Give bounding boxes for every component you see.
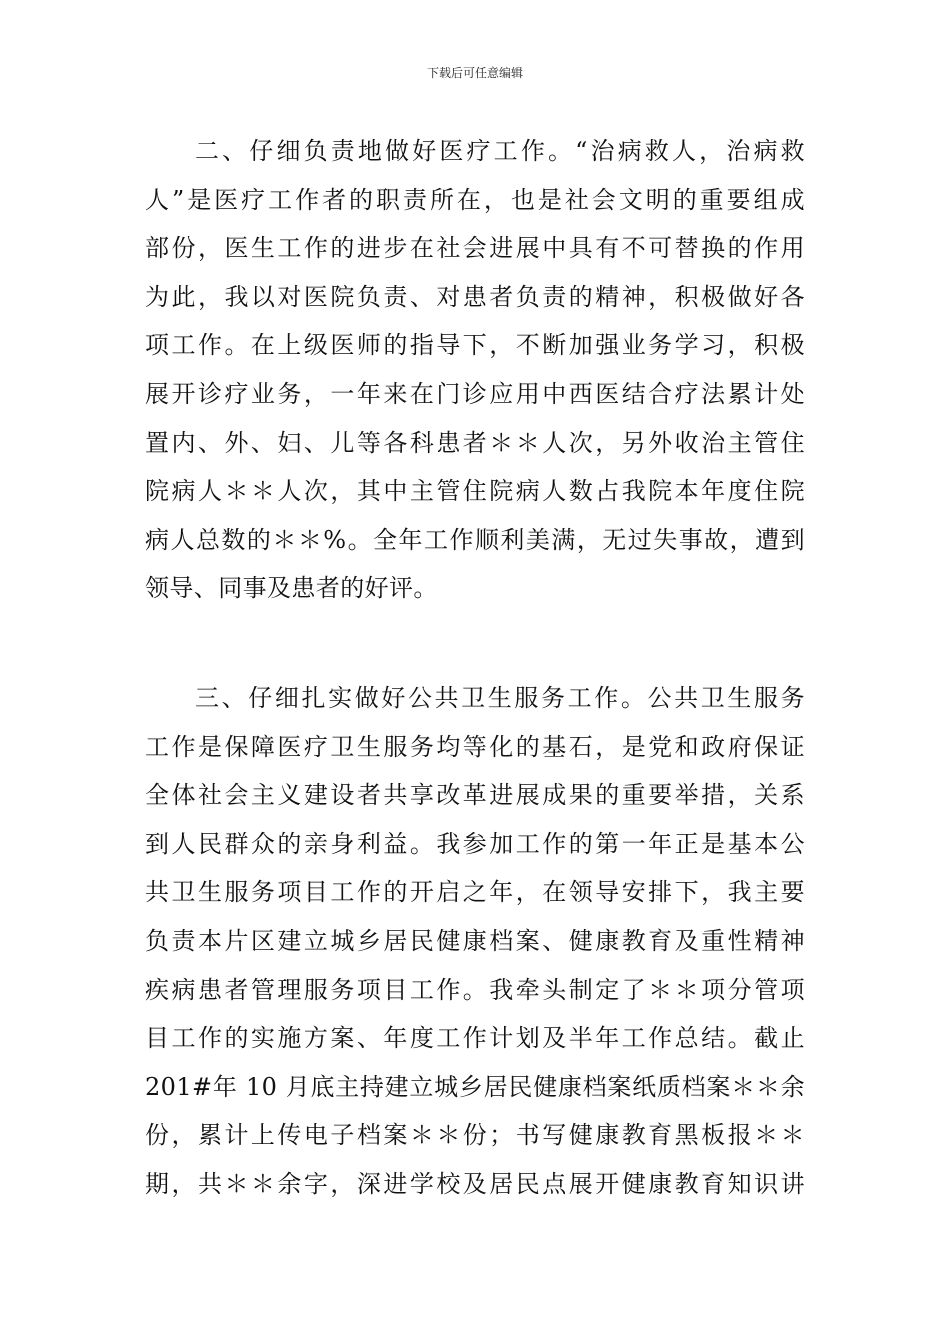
text-line: 二、仔细负责地做好医疗工作。“治病救人，治病救 — [195, 137, 805, 165]
text-line: 工作是保障医疗卫生服务均等化的基石，是党和政府保证 — [145, 732, 805, 761]
text-line: 三、仔细扎实做好公共卫生服务工作。公共卫生服务 — [195, 684, 805, 712]
text-line: 置内、外、妇、儿等各科患者＊＊人次，另外收治主管住 — [145, 428, 805, 457]
text-line: 展开诊疗业务，一年来在门诊应用中西医结合疗法累计处 — [145, 379, 805, 408]
text-line: 目工作的实施方案、年度工作计划及半年工作总结。截止 — [145, 1024, 805, 1053]
page-header-note: 下载后可任意编辑 — [426, 66, 523, 80]
paragraph-public-health-work — [145, 674, 805, 1209]
text-line: 全体社会主义建设者共享改革进展成果的重要举措，关系 — [145, 781, 805, 810]
text-line: 项工作。在上级医师的指导下，不断加强业务学习，积极 — [145, 331, 805, 360]
paragraph-medical-work — [145, 127, 805, 613]
text-line: 疾病患者管理服务项目工作。我牵头制定了＊＊项分管项 — [145, 975, 805, 1004]
text-line: 负责本片区建立城乡居民健康档案、健康教育及重性精神 — [145, 926, 805, 955]
text-line: 病人总数的＊＊%。全年工作顺利美满，无过失事故，遭到 — [145, 525, 805, 554]
text-line: 份，累计上传电子档案＊＊份；书写健康教育黑板报＊＊ — [145, 1121, 805, 1150]
text-line: 部份，医生工作的进步在社会进展中具有不可替换的作用 — [145, 234, 805, 263]
text-line: 领导、同事及患者的好评。 — [145, 574, 438, 603]
text-line: 共卫生服务项目工作的开启之年，在领导安排下，我主要 — [145, 878, 805, 907]
text-line: 人”是医疗工作者的职责所在，也是社会文明的重要组成 — [145, 185, 805, 214]
text-line: 期，共＊＊余字，深进学校及居民点展开健康教育知识讲 — [145, 1169, 805, 1198]
text-line: 为此，我以对医院负责、对患者负责的精神，积极做好各 — [145, 282, 805, 311]
text-line: 201#年 10 月底主持建立城乡居民健康档案纸质档案＊＊余 — [145, 1072, 805, 1101]
text-line: 院病人＊＊人次，其中主管住院病人数占我院本年度住院 — [145, 477, 805, 506]
text-line: 到人民群众的亲身利益。我参加工作的第一年正是基本公 — [145, 829, 805, 858]
